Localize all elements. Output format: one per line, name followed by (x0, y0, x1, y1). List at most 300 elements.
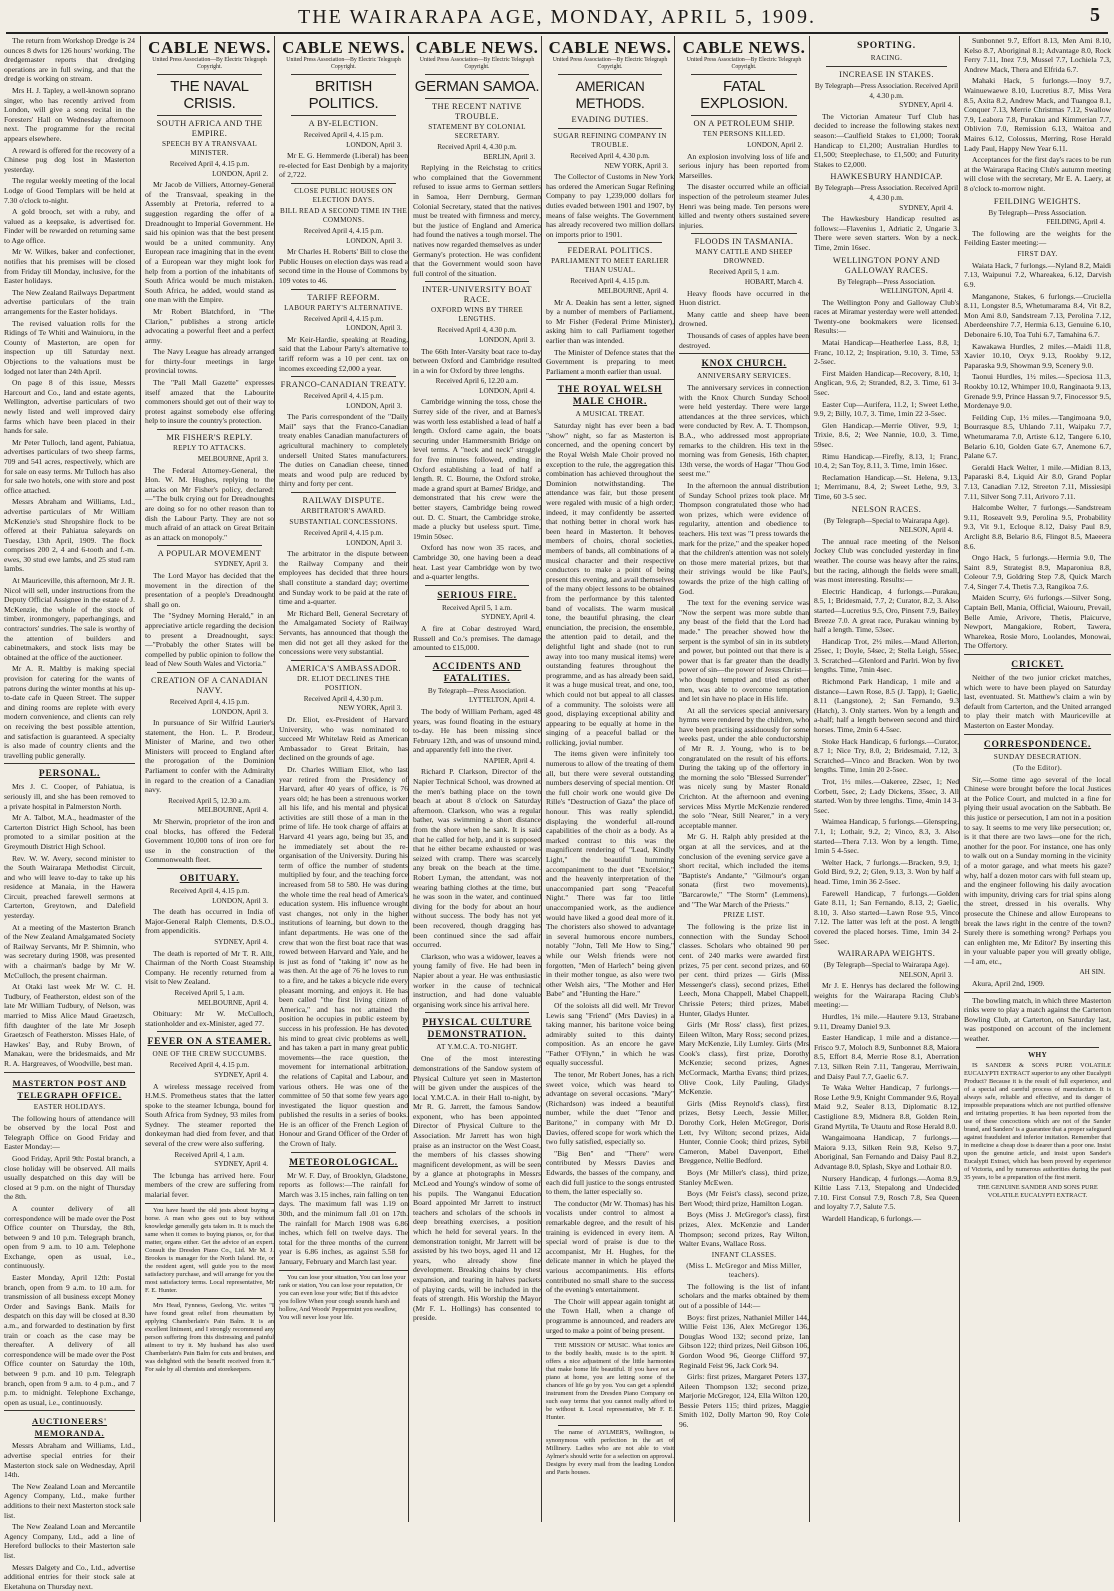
race-weights: Kawakawa Hurdles, 2 miles.—Maidi 11.8, Xavier 10.10, Oryx 9.13, Rookby 9.12, Paparaska 9.9, Showman 9.9, Scenery 9.0. (964, 342, 1111, 371)
cable-news-heading: CABLE NEWS. (145, 38, 274, 57)
news-para: The bowling match, in which three Masterton rinks were to play a match against the Carterton Bowling Club, at Carterton, on Saturday last, was postponed on account of the inclement weather. (964, 996, 1111, 1044)
race-result: Stoke Hack Handicap, 6 furlongs.—Curator, 8.7 1; Nice Try, 8.0, 2; Bridesmaid, 7.12, 3. Scratched—Vinco and Bracken. Won by two lengths. Time, 1min 20 2-5sec. (814, 737, 959, 775)
divider (425, 74, 529, 75)
race-weights: Manganone, Stakes, 6 furlongs.—Cruciella 8.11, Longster 8.5, Whetumarama 8.4, Vit 8.2, Mon Ami 8.0, Sandstream 7.13, Perolina 7.12, Aberdeenshire 7.7, Hermia 6.13, Genuine 6.10, Debonaire 6.10, Toa Tuhi 6.7, Tamahina 6.7. (964, 292, 1111, 340)
dateline: NEW YORK, April 3. (279, 704, 402, 714)
divider (546, 1338, 674, 1339)
news-para: Easter Monday, April 12th: Postal branch, open from 9 a.m. to 10 a.m. for transmission of all business except Money Order and Savings Bank. Mails for despatch on this day will be closed at 8.30 a.m., and forwarded to destination by first train or coach as the case may be thereafter. A delivery of all correspondence will be made over the Post Office counter on Saturday the 10th, between 9 p.m. and 10 p.m. Telegraph branch, open from 9 a.m. to 4 p.m., and 7 p.m. to midnight. Telephone Exchange, open as usual, i.e., continuously. (4, 1273, 135, 1407)
dateline: MELBOURNE, April 4. (145, 999, 268, 1009)
dateline: SYDNEY, April 4. (814, 204, 953, 214)
divider (157, 1298, 262, 1299)
subheading: LABOUR PARTY'S ALTERNATIVE. (279, 304, 408, 313)
divider (425, 585, 529, 586)
race-weights: Easter Handicap, 1 mile and a distance.—Frisco 9.7, Moloch 8.9, Sunbonnet 8.8, Maiora 8.5, Effort 8.4, Merrie Rose 8.1, Aberration 7.13, Silken Rein 7.11, Tangerau, Merriwain, and Daisy Paul 7.7, Gaelic 6.7. (814, 1033, 959, 1081)
received-line: By Telegraph—Press Association. Received April 4, 4.30 p.m. (814, 82, 959, 101)
section-heading-post-office: MASTERTON POST AND TELEGRAPH OFFICE. (4, 1077, 135, 1101)
received-line: By Telegraph—Press Association. (814, 278, 959, 288)
divider (691, 233, 797, 234)
news-para: The following is the prize list in connection with the Sunday School classes. Scholars who obtained 90 per cent. of 240 marks were awarded first prizes, 75 per cent. second prizes, and 60 per cent. third prizes — Girls (Miss Messenger's class), second prizes, Ethel Leech, Mona Chappell, Mabel Chappell, Chrissie Peters; third prizes, Mabel Hunter, Gladys Hunter. (679, 922, 809, 1018)
received-line: (By Telegraph—Special to Wairarapa Age). (814, 961, 959, 971)
subheading: AT Y.M.C.A. TO-NIGHT. (413, 1043, 541, 1052)
divider (558, 74, 662, 75)
news-para: Mrs J. C. Cooper, of Pahiatua, is seriously ill, and she has been removed to a private hospital in Palmerston North. (4, 782, 135, 811)
race-result: Reclamation Handicap.—St. Helena, 9.13, 1; Merrimanu, 8.4, 2; Sweet Lethe, 9.9, 3. Time, 60 3-5 sec. (814, 473, 959, 502)
news-para: The return from Workshop Dredge is 24 ounces 8 dwts for 126 hours' working. The dredgemaster reports that dredging operations are in full swing, and that the dredge is working on stream. (4, 36, 135, 84)
dateline: MELBOURNE, April 3. (145, 455, 268, 465)
news-para: Boys (Mr Feist's class), second prize, Bert Wood; third prize, Hamilton Logan. (679, 1189, 809, 1208)
news-para: The Lord Mayor has decided that the movement in the direction of the presentation of a people's Dreadnought shall go on. (145, 571, 274, 609)
dateline: BERLIN, April 3. (413, 153, 535, 163)
dateline: FEILDING, April 4. (964, 218, 1105, 228)
section-heading-accidents: ACCIDENTS AND FATALITIES. (413, 661, 541, 685)
section-heading-knox-church: KNOX CHURCH. (679, 358, 809, 370)
dateline: SYDNEY, April 4. (145, 938, 268, 948)
race-result: Matai Handicap—Heatherlee Lass, 8.8, 1; Franc, 10.12, 2; Inspiration, 9.10, 3. Time, 53 2-5sec. (814, 338, 959, 367)
dateline: SYDNEY, April 4. (145, 1160, 268, 1170)
masthead (0, 0, 1114, 34)
received-line: Received April 4, 4.15 p.m. (546, 277, 674, 287)
news-para: The Hawkesbury Handicap resulted as follows:—Flavenius 1, Adriatic 2, Ungarie 3. There were seven starters. Won by a neck. Time, 2min 16sec. (814, 214, 959, 252)
race-result: Farewell Handicap, 7 furlongs.—Golden Gate 8.11, 1; San Fernando, 8.13, 2; Gaelic, 8.10, 3. Also started—Lawn Rose 9.5, Vinco 7.12. The latter was left at the post. A length covered the placed horses. Time, 1min 34 2-5sec. (814, 889, 959, 947)
received-line: Received April 4, 4.15 p.m. (145, 698, 274, 708)
letter-date: Akura, April 2nd, 1909. (964, 979, 1111, 989)
news-para: Messrs Abraham and Williams, Ltd., advertise special entries for their Masterton stock sale on Wednesday, April 14th. (4, 1441, 135, 1479)
section-heading-welsh-choir: THE ROYAL WELSH MALE CHOIR. (546, 384, 674, 408)
divider (157, 672, 262, 673)
news-para: The Victorian Amateur Turf Club has decided to increase the following stakes next season:—Caulfield Stakes to £1,000; Toorak Handicap to £1,200; Australian Hurdles to £1,500; Steeplechase, to £1,500; and Futurity Stakes to £2,000. (814, 112, 959, 170)
news-para: The arbitrator in the dispute between the Railway Company and their employees has decided that three hours shall constitute a standard day; overtime and Sunday work to be paid at the rate of time and a-quarter. (279, 549, 408, 607)
divider (425, 1012, 529, 1013)
news-para: In the afternoon the annual distribution of Sunday School prizes took place. Mr Thompson congratulated those who had won prizes, which were evidence of regularity, attention and obedience to teachers. His text was "I press towards the mark for the prize," and the speaker hoped that the children's attention was not solely on those mere material prizes, but that their strivings would be like Paul's, towards the prize of the high calling of God. (679, 481, 809, 596)
dateline: SYDNEY, April 4. (145, 1071, 268, 1081)
column-american-methods (541, 36, 674, 1522)
advertisement-pain-balm: Mrs Head, Fynness, Geelong, Vic. writes "I have found great relief from rheumatism by applying Chamberlain's Pain Balm. It is an excellent liniment, and I strongly recommend any person suffering from this distressing and painful ailment to try it. My husband has also used Chamberlain's Pain Balm for cuts and bruises, and was delighted with the benefit received from it." For sale by all chemists and storekeepers. (145, 1302, 274, 1374)
race-result: Electric Handicap, 4 furlongs.—Purakau, 8.5, 1; Bridesmaid, 7.7, 2; Curator, 8.2, 3. Also started—Lucretius 9.5, Oro, Pinsent 7.9, Bailey Breeze 7.0. A great race, Purakau winning by half a length. Time, 53sec. (814, 587, 959, 635)
news-para: The Navy League has already arranged for thirty-four meetings in large provincial towns. (145, 347, 274, 376)
news-para: The text for the evening service was "Now the serpent was more subtle than any beast of the field that the Lord had made." The preacher showed how the serpent is the symbol of sin in its subtlety and power, but pointed out that there is a power that is far greater than the deadly power of sin—the power of Jesus Christ—who though tempted and tried as other men, was able to overcome temptation and let sin have no place in His life. (679, 598, 809, 704)
news-para: An explosion involving loss of life and serious injury has been reported from Marseilles. (679, 152, 809, 181)
column-local-news (4, 36, 135, 1522)
received-line: Received April 4, 4.15 p.m. (145, 160, 274, 170)
section-heading-fire: SERIOUS FIRE. (413, 590, 541, 602)
dateline: SYDNEY, April 4. (413, 613, 535, 623)
subheading: INCREASE IN STAKES. (814, 70, 959, 80)
press-association-line: United Press Association—By Electric Telegraph Copyright. (279, 57, 408, 71)
section-heading-physical-culture: PHYSICAL CULTURE DEMONSTRATION. (413, 1017, 541, 1041)
news-para: Heavy floods have occurred in the Huon district. (679, 289, 809, 308)
race-result: Easter Cup—Aurifera, 11.2, 1; Sweet Lethe, 9.9, 2; Billy, 10.7, 3. Time, 1min 22 3-5sec. (814, 400, 959, 419)
subheading: EASTER HOLIDAYS. (4, 1103, 135, 1112)
cable-news-heading: CABLE NEWS. (413, 38, 541, 57)
news-para: At Mauriceville, this afternoon, Mr J. R. Nicol will sell, under instructions from the Deputy Official Assignee in the estate of J. McKenzie, the whole of the stock of timber, ironmongery, paperhangings, and contractors' sundries. The sale is worthy of the attention of builders and cabinetmakers, and stock lists may be obtained at the office of the auctioneer. (4, 576, 135, 662)
dateline: LONDON, April 3. (279, 237, 402, 247)
column-naval-crisis (140, 36, 274, 1522)
headline: BRITISH POLITICS. (279, 78, 408, 112)
subheading: RACING. (814, 54, 959, 63)
advertisement-eucalypti-tail: THE GENUINE SANDER AND SONS PURE VOLATILE EUCALYPTI EXTRACT. (964, 1184, 1111, 1200)
divider (291, 376, 396, 377)
received-line: Received April 4, 4.30 p.m. (546, 152, 674, 162)
divider (4, 1072, 135, 1073)
dateline: NELSON, April 4. (814, 526, 953, 536)
news-para: Good Friday, April 9th: Postal branch, a close holiday will be observed. All mails usually despatched on this day will be closed at 9 p.m. on the night of Thursday the 8th. (4, 1154, 135, 1202)
received-line: By Telegraph—Press Association. Received April 4, 4.30 p.m. (814, 184, 959, 203)
divider (558, 1425, 662, 1426)
received-line: Received April 6, 12.20 a.m. (413, 377, 541, 387)
divider (826, 66, 947, 67)
race-weights: Hurdles, 1¾ mile.—Hautere 9.13, Strabane 9.11, Dreamy Daniel 9.3. (814, 1012, 959, 1031)
cable-news-heading: CABLE NEWS. (546, 38, 674, 57)
subheading: OXFORD WINS BY THREE LENGTHS. (413, 306, 541, 324)
subheading: PRIZE LIST. (679, 911, 809, 920)
dateline: HOBART, March 4. (679, 278, 803, 288)
column-fatal-explosion (674, 36, 809, 1522)
news-para: At a meeting of the Masterton Branch of the New Zealand Amalgamated Society of Railway Servants, Mr P. Shimnin, who was secretary during 1908, was presented with a chairman's badge by Mr W. McCulloch, the present chairman. (4, 923, 135, 981)
subheading: A POPULAR MOVEMENT (145, 549, 274, 559)
race-result: Rimu Handicap.—Firefly, 8.13, 1; Franc, 10.4, 2; San Toy, 8.11, 3. Time, 1min 16sec. (814, 452, 959, 471)
received-line: Received April 5, 12.30 a.m. (145, 797, 274, 807)
divider (558, 128, 662, 129)
news-para: The Wellington Pony and Galloway Club's races at Miramar yesterday were well attended. Twenty-one bookmakers were licensed. Results:— (814, 298, 959, 336)
race-weights: Nursery Handicap, 4 furlongs.—Aoma 8.9, Kiltie Lass 7.13, Stepalong and Undecided 7.10. First Consul 7.9, Rosch 7.8, Sea Queen and loyalty 7.7, Salute 7.5. (814, 1174, 959, 1212)
news-para: Dr. Eliot, ex-President of Harvard University, who was nominated to succeed Mr Whitelaw Reid as American Ambassador to Great Britain, has declined on the grounds of age. (279, 715, 408, 763)
news-para: The Icbunga has arrived here. Four members of the crew are suffering from malarial fever. (145, 1171, 274, 1200)
news-para: The disaster occurred while an official inspection of the petroleum steamer Jules Henri was being made. Ten persons were killed and twenty others sustained severe injuries. (679, 182, 809, 230)
press-association-line: United Press Association—By Electric Telegraph Copyright. (145, 57, 274, 71)
news-para: Mr A. R. Maltby is making special provision for catering for the wants of patrons during the winter months at his up-to-date cafe in Queen Street. The supper and dining rooms are replete with every modern convenience, and clients can rely on receiving the best possible attention, and satisfaction is guaranteed. A specialty is also made of country clients and the travelling public generally. (4, 664, 135, 760)
received-line: Received April 4, 4.15 p.m. (279, 315, 408, 325)
race-weights: Mahaki Hack, 5 furlongs.—Inoy 9.7, Wainuewaewe 8.10, Lucretius 8.7, Miss Vera 8.5, Axita 8.2, Andrew Mack, and Tuangoa 8.1, Conquer 7.13, Merrie Christmas 7.12, Swallow 7.9, Leabora 7.8, Purakau and Kimmerian 7.7, Oblivion 7.0, Remission 6.13, Waitoa and Maires 6.12, Colossus, Merring, Rose Herald Lady Paul, Happy New Year 6.11. (964, 76, 1111, 153)
subheading: ON A PETROLEUM SHIP. (679, 119, 809, 129)
news-para: Oxford has now won 35 races, and Cambridge 30, one having been a dead heat. Last year Cambridge won by two and a-quarter lengths. (413, 543, 541, 581)
received-line: Received April 4, 4.15 p.m. (279, 392, 408, 402)
dateline: LONDON, April 3. (413, 336, 535, 346)
subheading: MR FISHER'S REPLY. (145, 433, 274, 443)
news-para: The body of William Perham, aged 48 years, was found floating in the estuary to-day. He has been missing since February 12th, and was of unsound mind, and apparently fell into the river. (413, 707, 541, 755)
subheading: FEILDING WEIGHTS. (964, 197, 1111, 207)
received-line: Received April 4, 4.15 p.m. (279, 529, 408, 539)
news-para: The New Zealand Loan and Mercantile Agency Company, Ltd., make further additions to their next Masterton stock sale list. (4, 1482, 135, 1520)
divider (4, 1410, 135, 1411)
section-heading-personal: PERSONAL. (4, 768, 135, 780)
news-para: The Minister of Defence states that the Government is preparing to meet Parliament a month earlier than usual. (546, 348, 674, 377)
dateline: LYTTELTON, April 4. (413, 696, 535, 706)
news-para: Mr W. F. Day, of Brooklyn, Gladstone, reports as follows:—The rainfall for March was 3.15 inches, rain falling on ten days. The maximum fall was 1.19 on 30th, and the minimum fall .01 on 17th. The rainfall for March 1908 was 6.86 inches, which fell on twelve days. The total for the three months of the current year is 6.86 inches, as against 5.58 for January, February and March last year. (279, 1171, 408, 1267)
news-para: Messrs Abraham and Williams, Ltd., advertise particulars of Mr William McKenzie's stud Shropshire flock to be offered at their Pahiatua saleyards on Tuesday, 13th April, 1909. The flock comprises 200 2, 4 and 6-tooth and f.-m. ewes, 30 stud ewe lambs, and 25 stud ram lambs. (4, 497, 135, 574)
headline: GERMAN SAMOA. (413, 78, 541, 95)
news-para: A wireless message received from H.M.S. Prometheus states that the latter spoke to the steamer Icbunga, bound for South Africa from Sydney, 93 miles from Sydney. The steamer reported the donkeyman had died from fever, and that several of the crew were also suffering. (145, 1082, 274, 1149)
race-weights: Halcombe Welter, 7 furlongs.—Sandstream 9.11, Roseavelt 9.9, Perolina 9.5, Probability 9.3, Vit 9.1, Ecloque 8.12, Daisy Paul 8.9, Arclight 8.8, Belario 8.6, Flingot 8.5, Maeeera 8.6. (964, 503, 1111, 551)
divider (546, 379, 674, 380)
divider (425, 656, 529, 657)
headline: THE NAVAL CRISIS. (145, 78, 274, 112)
divider (425, 98, 529, 99)
news-para: Mr Charles H. Roberts' Bill to close the Public Houses on election days was read a second time in the House of Commons by 109 votes to 46. (279, 247, 408, 285)
subheading: STATEMENT BY COLONIAL SECRETARY. (413, 123, 541, 141)
dateline: LONDON, April 3. (145, 708, 268, 718)
letter-signature: AH SIN. (964, 968, 1105, 978)
subheading: SPEECH BY A TRANSVAAL MINISTER. (145, 140, 274, 158)
news-para: Boys (Mr Miller's class), third prize, Stanley McEwen. (679, 1168, 809, 1187)
news-para: Rev. W. W. Avery, second minister to the South Wairarapa Methodist Circuit, and who will leave to-day to take up his residence at Manaia, in the Hawera Circuit, preached farewell sermons at Carterton, Greytown, and Dalefield yesterday. (4, 854, 135, 921)
letter-body: Sir,—Some time ago several of the local Chinese were brought before the local Justices at the Police Court, and mulcted in a fine for plying their usual avocation on the Sabbath. Be this justice or persecution, I am not in a position to say. It seems to me very like persecution; or, is it that there are two laws—one for the rich, another for the poor. For instance, one has only to walk out on a Sunday morning in the vicinity of a motor garage, and what meets his gaze? why, half a dozen motor cars with full steam up, and the engineer following his daily avocation with impunity, driving cars for trial spins along the street, dressed in his overalls. Why prosecute the Chinese and allow Europeans to break the laws right in the centre of the town? Surely there is something wrong? Perhaps you can enlighten me, Mr Editor? By inserting this in your valuable paper you will greatly oblige,—I am, etc., (964, 775, 1111, 967)
subheading: SOUTH AFRICA AND THE EMPIRE. (145, 119, 274, 139)
subheading: FLOODS IN TASMANIA. (679, 237, 809, 247)
divider (691, 74, 797, 75)
news-para: The following is the list of infant scholars and the marks obtained by them out of a possible of 144:— (679, 1282, 809, 1311)
subheading: ONE OF THE CREW SUCCUMBS. (145, 1050, 274, 1059)
subheading: FIRST DAY. (964, 250, 1111, 259)
race-result: Waimea Handicap, 5 furlongs.—Glenspring, 7.1, 1; Lothair, 9.2, 2; Vinco, 8.3, 3. Also started—Thera 7.13. Won by a length. Time, 1min 5 4-5sec. (814, 817, 959, 855)
subheading: INTER-UNIVERSITY BOAT RACE. (413, 285, 541, 305)
received-line: Received April 4, 4.30 p.m. (279, 695, 408, 705)
column-british-politics (274, 36, 408, 1522)
news-para: Mr Jacob de Villiers, Attorney-General of the Transvaal, speaking in the Assembly at Pretoria, referred to a suggestion regarding the offer of a Dreadnought to Imperial Government. He said his opinion was that the best present would be a united community. Any European race imagining that in the event of a European war they might look for help from a portion of the inhabitants of South Africa would be much mistaken. South Africa, he added, would stand as one man with the Empire. (145, 180, 274, 305)
advertisement-music: THE MISSION OF MUSIC. What tonics are to the bodily health, music is to the spirit. It offers a nice adjustment of the little harmonies that make home life beautiful. If you have not a piano at home, you are letting some of the chances of life go by you. You can get a splendid instrument from the Dresden Piano Company on such easy terms that you cannot really afford to be without it. Local representative, Mr F. E. Hunter. (546, 1342, 674, 1422)
divider (976, 1047, 1099, 1048)
news-para: Mr Richard Bell, General Secretary of the Amalgamated Society of Railway Servants, has announced that though the men did not get all they asked for the concessions were very substantial. (279, 609, 408, 657)
subheading: WELLINGTON PONY AND GALLOWAY RACES. (814, 256, 959, 276)
news-para: The revised valuation rolls for the Ridings of Te Whiti and Wainuioru, in the County of Masterton, are open for inspection up till Saturday next. Objections to the valuations must be lodged not later than 24th April. (4, 319, 135, 377)
advertisement-aylmers: The name of AYLMER'S, Wellington, is synonymous with perfection in the art of Millinery. Ladies who are not able to visit Aylmer's should write for a selection on approval. Designs by every mail from the leading London and Paris houses. (546, 1429, 674, 1477)
news-para: Clarkson, who was a widower, leaves a young family of five. He had been in Napier about a year. He was enthusiastic worker in the cause of technical instruction, and had done valuable organising work since his arrival here. (413, 952, 541, 1010)
section-heading-fever: FEVER ON A STEAMER. (145, 1036, 274, 1048)
news-para: Girls (Mr Ross' class), first prizes, Eileen Wilton, Mary Ross; second prizes, Mary McKenzie, Lily Lumley. Girls (Mrs Cook's class), first prize, Dorothy McKenzie; second prizes, Agnes McCormack, Martha Evans; third prizes, Olive Cook, Lily Pauling, Gladys McKenzie. (679, 1020, 809, 1097)
subheading: SUNDAY DESECRATION. (964, 753, 1111, 762)
news-para: A fire at Cobar destroyed Ward, Russell and Co.'s premises. The damage amounted to £15,000. (413, 624, 541, 653)
subheading: MANY CATTLE AND SHEEP DROWNED. (679, 248, 809, 266)
subheading: ANNIVERSARY SERVICES. (679, 372, 809, 381)
news-para: Of the soloists all did well. Mr Trevor Lewis sang "Friend" (Mrs Davies) in a taking manner, his baritone voice being admirably suited to this dainty composition. As an encore he gave "Father O'Flynn," in which he was equally successful. (546, 1001, 674, 1068)
subheading: CLOSE PUBLIC HOUSES ON ELECTION DAYS. (279, 187, 408, 205)
received-line: Received April 4, 4.15 p.m. (279, 131, 408, 141)
subheading: HAWKESBURY HANDICAP. (814, 172, 959, 182)
news-para: Mr G. H. Ralph ably presided at the organ at all the services, and at the conclusion of the evening service gave a short recital, which included the items "Baptiste's Andante," "Gilmour's organ sonata (first two movements), "Barcarowle," "The Storm" (Lemmens), and "The War March of the Priests." (679, 832, 809, 909)
divider (425, 281, 529, 282)
news-para: The Choir will appear again tonight at the Town Hall, when a change of programme is announced, and readers are urged to make a point of being present. (546, 1297, 674, 1335)
column-sporting (809, 36, 959, 1522)
divider (558, 242, 662, 243)
subheading: TARIFF REFORM. (279, 293, 408, 303)
received-line: Received April 4, 4.15 p.m. (279, 227, 408, 237)
cable-news-heading: CABLE NEWS. (279, 38, 408, 57)
news-para: Mr E. G. Hemmerde (Liberal) has been re-elected for East Denbigh by a majority of 2,722. (279, 151, 408, 180)
race-weights: Taonui Hurdles, 1½ miles.—Speciosa 11.3, Rookby 10.12, Whimper 10.0, Ranginaota 9.13, Grenade 9.9, Prince Hassan 9.7, Finocessor 9.5, Mordenaye 9.0. (964, 372, 1111, 410)
news-para: "Big Ben" and "There" were contributed by Messrs Davies and Edwards, the basses of the company, and each did full justice to the songs entrusted to them, the latter especially so. (546, 1149, 674, 1197)
subheading: BILL READ A SECOND TIME IN THE COMMONS. (279, 207, 408, 225)
section-heading-meteorological: METEOROLOGICAL. (279, 1157, 408, 1169)
news-para: Mr W. Wilkes, baker and confectioner, notifies that his premises will be closed from Friday till Monday, inclusive, for the Easter holidays. (4, 247, 135, 285)
masthead-rule (6, 32, 1108, 34)
news-para: The Federal Attorney-General, the Hon. W. M. Hughes, replying to the attacks on Mr Fisher's policy, declared:—"The bulk crying out for Dreadnoughts are doing so for no other reason than to dish the Labour Party. They are not so much afraid of an attack on Great Britain as an attack on monopoly." (145, 466, 274, 543)
dateline: LONDON, April 3. (279, 141, 402, 151)
news-para: The annual race meeting of the Nelson Jockey Club was concluded yesterday in fine weather. The course was heavy after the rains, but the racing, although the fields were small, was most interesting. Results:— (814, 537, 959, 585)
subheading: INFANT CLASSES. (679, 1251, 809, 1260)
news-para: The anniversary services in connection with the Knox Church Sunday School were held yesterday. There were large attendances at the three services, which were conducted by Rev. A. T. Thompson, B.A., who addressed most appropriate remarks to the children. His text in the morning was from Genesis, 16th chapter, 13th verse, the words of Hagar "Thou God seest me." (679, 383, 809, 479)
news-para: The death is reported of Mr T. R. Allt, Chairman of the North Coast Steamship Company. He recently returned from a visit to New Zealand. (145, 949, 274, 987)
news-para: A counter delivery of all correspondence will be made over the Post Office counter on Thursday, the 8th, between 9 and 10 p.m. Telegraph branch, open from 9 a.m. to 10 a.m. Telephone Exchange, open as usual, i.e., continuously. (4, 1204, 135, 1271)
divider (291, 183, 396, 184)
news-para: Boys: first prizes, Nathaniel Miller 144, Willie Feist 136, Alex McGregor 136, Douglas Wood 132; second prize, Ian Gibson 122; third prizes, Neil Gibson 106, Gordon Wood 96, George Clifford 97, Reginald Feist 96, Jack Cork 94. (679, 1313, 809, 1371)
press-association-line: United Press Association—By Electric Telegraph Copyright. (546, 57, 674, 71)
received-line: (By Telegraph—Special to Wairarapa Age). (814, 517, 959, 527)
advert-heading: WHY (964, 1051, 1111, 1060)
dateline: LONDON, April 3. (279, 539, 402, 549)
dateline: LONDON, April 2. (679, 141, 803, 151)
divider (157, 74, 262, 75)
news-para: Saturday night has ever been a bad "show" night, so far as Masterton is concerned, and the opening concert by the Royal Welsh Male Choir proved no exception to the rule, the aggregation this combination has achieved throughout the Dominion notwithstanding. The attendance was fair, but those present were regaled with music of a high order; indeed, it may confidently be asserted that nothing better in choral work has been heard in Masterton. It behoves members of choirs, choral societies, members of bands, all combinations of a musical character and their respective conductors to make a point of being present this evening, and avail themselves of the many object lessons to be obtained from the performance by this talented band of vocalists. The warm musical tone, the beautiful phrasing, the clear enunciation, the precision, the ensemble, the attention paid to detail, and the delightful light and shade (not to run away into too many musical items) were outstanding features throughout the programme, and as has already been said, it was a huge musical treat, and one, too, which could not but appeal to all classes of a community. The soloists were all good, displaying exceptional ability and appearing to be equally at home in the singing of a peaceful ballad or the rollicking, jovial number. (546, 421, 674, 747)
received-line: By Telegraph—Press Association. (964, 209, 1111, 219)
news-para: A gold brooch, set with a ruby, and valued as a keepsake, is advertised for. Finder will be rewarded on returning same to Age office. (4, 207, 135, 245)
columns (4, 36, 1110, 1522)
news-para: Replying in the Reichstag to critics who complained that the Government refused to issue arms to German settlers in Samoa, Herr Dernburg, German Colonial Secretary, stated that the natives must be treated with firmness and mercy, but the justice of England and America had found the natives a tough morsel. The natives now regarded themselves as under Germany's protection. He was confident that the Government would soon have full control of the situation. (413, 163, 541, 278)
news-para: The following hours of attendance will be observed by the local Post and Telegraph Office on Good Friday and Easter Monday:— (4, 1114, 135, 1152)
divider (691, 115, 797, 116)
race-weights: Feilding Cup, 1½ miles.—Tangimoana 9.0, Bourrasque 8.5, Uhlando 7.11, Waipaku 7.7, Whetumarama 7.0, Artiste 6.12, Tangere 6.10, Belario 6.10, Golden Gate 6.7, Anemone 6.7, Palane 6.7. (964, 413, 1111, 461)
race-result: Glen Handicap.—Merrie Oliver, 9.9, 1; Trixie, 8.6, 2; Wee Nannie, 10.0, 3. Time, 59sec. (814, 421, 959, 450)
subheading: EVADING DUTIES. (546, 115, 674, 125)
section-heading-obituary: OBITUARY. (145, 873, 274, 885)
cable-news-heading: CABLE NEWS. (679, 38, 809, 57)
news-para: The tenor, Mr Robert Jones, has a rich sweet voice, which was heard to advantage on several occasions. "Mary" (Richardson) was indeed a beautiful number, while the duet "Tenor and Baritone," in company with Mr D. Davies, offered scope for work which the two fully satisfied, especially so. (546, 1070, 674, 1147)
news-para: The conductor (Mr W. Thomas) has his vocalists under control to almost a remarkable degree, and the result of his training is evidenced in every item. A special word of praise is due to the accompanist, Mr H. Hughes, for the delicate manner in which he played the various accompaniments. His efforts contributed no small share to the success of the evening's entertainment. (546, 1199, 674, 1295)
subheading: NELSON RACES. (814, 505, 959, 515)
subheading: A MUSICAL TREAT. (546, 410, 674, 419)
subheading: SUBSTANTIAL CONCESSIONS. (279, 518, 408, 527)
news-para: Mr A. Deakin has sent a letter, signed by a number of members of Parliament, to Mr Fisher (Federal Prime Minister), asking him to call Parliament together earlier than was intended. (546, 298, 674, 346)
news-para: The 66th Inter-Varsity boat race to-day between Oxford and Cambridge resulted in a win for Oxford by three lengths. (413, 347, 541, 376)
news-para: The Collector of Customs in New York has ordered the American Sugar Refining Company to pay 1,239,000 dollars for duties evaded between 1901 and 1907, by means of false weights. The Government has already recovered two million dollars on imports prior to 1901. (546, 172, 674, 239)
subheading: WAIRARAPA WEIGHTS. (814, 949, 959, 959)
divider (279, 1270, 408, 1271)
news-para: Mrs H. J. Tapley, a well-known soprano singer, who has recently arrived from London, will give a song recital in the Foresters' Hall on Wednesday afternoon next. The programme for the recital appears elsewhere. (4, 86, 135, 144)
column-german-samoa (408, 36, 541, 1522)
news-para: At all the services special anniversary hymns were rendered by the children, who have been practising assiduously for some weeks past, under the able conductorship of Mr R. J. Young, who is to be congratulated on the result of his efforts. During the taking up of the offertory in the morning the solo "Blessed Surrender" was nicely sung by Master Ronald Crichton. At the afternoon and evening services Miss Myrtle McKenzie rendered the solo "Near, Still Nearer," in a very acceptable manner. (679, 706, 809, 831)
subheading: ARBITRATOR'S AWARD. (279, 507, 408, 516)
news-para: The "Sydney Morning Herald," in an appreciative article regarding the decision to present a Dreadnought, says:—"Probably the other States will be compelled by public opinion to follow the lead of New South Wales and Victoria." (145, 611, 274, 669)
dateline: SYDNEY, April 4. (814, 101, 953, 111)
news-para: At Otaki last week Mr W. C. H. Tudbury, of Featherston, eldest son of the late Mr William Tudbury, of Nelson, was married to Miss Alice Maud Graetzsch, fifth daughter of the late Mr Joseph Graetzsch of Featherston. Misses Hale, of Hawkes' Bay, and Ruby Brown, of Manakau, were the bridesmaids, and Mr R. A. Hargreaves, of Woodville, best man. (4, 982, 135, 1068)
column-weights-correspondence (959, 36, 1111, 1522)
race-result: First Maiden Handicap—Recovery, 8.10, 1; Anglican, 9.6, 2; Stranded, 8.2, 3. Time, 61 3-5sec. (814, 369, 959, 398)
news-para: Obituary: Mr W. McCulloch, stationholder and ex-Minister, aged 77. (145, 1009, 274, 1028)
divider (964, 734, 1111, 735)
divider (157, 545, 262, 546)
news-para: Mr J. E. Henrys has declared the following weights for the Wairarapa Racing Club's meeting:— (814, 981, 959, 1010)
section-heading-correspondence: CORRESPONDENCE. (964, 739, 1111, 751)
race-weights: Wardell Handicap, 6 furlongs.— (814, 1214, 959, 1224)
divider (291, 74, 396, 75)
divider (964, 654, 1111, 655)
race-weights: Te Waka Welter Handicap, 7 furlongs.—Rose Lethe 9.9, Knight Commander 9.6, Royal Maid 9.2, Sealer 8.13, Diplomatic 8.12, Castiglione 8.9, Midnera 8.8, Golden Rein, Grand Myrtila, Te Utautu and Rose Herald 8.0. (814, 1083, 959, 1131)
news-para: Many cattle and sheep have been drowned. (679, 310, 809, 329)
subheading: AMERICA'S AMBASSADOR. (279, 664, 408, 674)
divider (291, 1152, 396, 1153)
subheading: FRANCO-CANADIAN TREATY. (279, 380, 408, 390)
subheading: (To the Editor). (964, 764, 1111, 773)
news-para: Girls (Miss Reynold's class), first prizes, Betsy Leech, Jessie Miller, Dorothy Cork, Helen McGregor, Doris Lett, Ivy Wilton; second prizes, Aida Hunter, Connie Cook; third prizes, Sybil Cameron, Mabel Davenport, Ethel Breggence, Nellie Bedford. (679, 1099, 809, 1166)
divider (964, 992, 1111, 993)
news-para: The "Pall Mall Gazette" expresses itself amazed that the Labourite commoners should get out of their way to protest against somebody else offering help to insure the country's protection. (145, 378, 274, 426)
news-para: The items given were infinitely too numerous to allow of the treating of them all, but there were several outstanding numbers deserving of special mention. Of the full choir work one would give De Rille's "Destruction of Gaza" the place of honour. This was really splendid, displaying the wonderful all-round capabilities of the choir as a body. As a marked contrast to this was the magnificent rendering of "Lead, Kindly Light," the beautiful humming accompaniment to the duet "Excelsior," and the heavenly interpretation of the unaccompanied part song "Peaceful Night." There was far too little unaccompanied work, as the audience would have liked a good deal more of it. The choristers also showed to advantage in several humorous encore numbers, notably "John, Tell Me How to Sing," while our Welsh friends were not forgotten, "Men of Harlech" being given in their mother tongue, as also were two other Welsh airs, "The Mother and Her Babe" and "Hunting the Hare." (546, 749, 674, 998)
received-line: Received April 5, 1 a.m. (679, 268, 809, 278)
race-result: Trot, 1½ miles.—Oakeree, 22sec, 1; Ned Corbett, 5sec, 2; Lady Dickens, 35sec, 3. All started. Won by three lengths. Time, 4min 14 3-5sec. (814, 777, 959, 815)
divider (291, 660, 396, 661)
news-para: Acceptances for the first day's races to be run at the Wairarapa Racing Club's autumn meeting will close with the secretary, Mr E. A. Laery, at 8 o'clock to-morrow night. (964, 155, 1111, 193)
race-weights: Wangaimoana Handicap, 7 furlongs.—Maiora 9.13, Silken Rein 9.8, Kelso 9.7, Aboriginal, San Fernando and Daisy Paul 8.2, Advantage 8.0, Splash, Skye and Lothair 8.0. (814, 1133, 959, 1171)
press-association-line: United Press Association—By Electric Telegraph Copyright. (413, 57, 541, 71)
dateline: MELBOURNE, April 4. (546, 287, 668, 297)
page-number: 5 (1090, 4, 1100, 27)
race-weights: Waiata Hack, 7 furlongs.—Nyland 8.2, Maidi 7.13, Waipunui 7.2, Whareakea, 6.12, Darvish 6.9. (964, 261, 1111, 290)
dateline: NEW YORK, April 3. (546, 162, 668, 172)
news-para: Dr. Charles William Eliot, who last year retired from the Presidency of Harvard, after 40 years of office, is 76 years old; he has been a strenuous worker all his life, and his mental and physical activities are still those of a man in the prime of life. He took charge of affairs at Harvard 41 years ago, being but 35, and he immediately set about the re-organisation of the University. During his term of office the number of students multiplied by four, and the teaching force increased from 58 to 580. He was during the whole time the real head of America's education system. His influence wrought vast changes, not only in the higher institutions of learning, but down to the infant departments. He was one of the crew that won the first boat race that was rowed between Harvard and Yale, and he is just as fond of "taking it" now as he was then. At the age of 76 he loves to run to a fire, and he takes a bicycle ride every pleasant morning, and enjoys it. He has been called "the first living citizen of America," and has not attained the position he occupies in public esteem by success in his profession. He has devoted his mind to great civic problems as well, and has taken a part in many great public movements—the race question, the movement for international arbitration, the relations of Capital and Labour, and various others. He was one of the committee of 50 that some few years ago investigated the liquor question and published the results in a series of books. He is an officer of the French Legion of Honour and Grand Officer of the Order of the Crown of Italy. (279, 765, 408, 1149)
news-para: Neither of the two junior cricket matches, which were to have been played on Saturday last, eventuated. St. Matthew's claim a win by default from Carterton, and the United arranged to play their match with Mauriceville at Masterton on Easter Monday. (964, 673, 1111, 731)
press-association-line: United Press Association—By Electric Telegraph Copyright. (679, 57, 809, 71)
subheading: PARLIAMENT TO MEET EARLIER THAN USUAL. (546, 257, 674, 275)
race-result: Richmond Park Handicap, 1 mile and a distance—Lawn Rose, 8.5 (J. Tapp), 1; Gaelic, 8.11 (Langstone), 2; San Fernando, 9.3 (Hatch), 3. Only starters. Won by a length and a-half; half a length between second and third horses. Time, 2min 6 4-5sec. (814, 677, 959, 735)
divider (291, 115, 396, 116)
headline: AMERICAN METHODS. (546, 78, 674, 112)
advertisement-piano: You have heard the old jests about buying a horse. A man who goes out to buy without knowledge generally gets taken in. It is much the same when it comes to buying pianos, or, for that matter, organs either. Get the advice of an expert. Consult the Dresden Piano Co., Ltd. Mr M. J. Brookes is manager for the North Island. He, or the resident agent, will guide you to the most satisfactory purchase, and will arrange for you the most satisfactory terms. Local representative, Mr F. E. Hunter. (145, 1207, 274, 1295)
divider (157, 115, 262, 116)
divider (4, 763, 135, 764)
news-para: The death has occurred in India of Major-General Ralph Clements, D.S.O., from appendicitis. (145, 907, 274, 936)
news-para: The regular weekly meeting of the local Lodge of Good Templars will be held at 7.30 o'clock to-night. (4, 176, 135, 205)
newspaper-title: THE WAIRARAPA AGE, MONDAY, APRIL 5, 1909. (0, 6, 1114, 29)
dateline: LONDON, April 4. (413, 387, 535, 397)
subheading: TEN PERSONS KILLED. (679, 130, 809, 139)
received-line: Received April 4, 4.30 p.m. (413, 143, 541, 153)
subheading: SUGAR REFINING COMPANY IN TROUBLE. (546, 132, 674, 150)
subheading: RAILWAY DISPUTE. (279, 496, 408, 506)
dateline: LONDON, April 2. (145, 170, 268, 180)
headline: FATAL EXPLOSION. (679, 78, 809, 112)
section-heading-auctioneers: AUCTIONEERS' MEMORANDA. (4, 1415, 135, 1439)
news-para: The Paris correspondent of the "Daily Mail" says that the Franco-Canadian treaty enables Canadian manufacturers of agricultural machinery to completely undersell United States manufacturers. The duties on Canadian cheese, tinned meats and wood pulp are reduced by thirty and forty per cent. (279, 412, 408, 489)
news-para: The following are the weights for the Feilding Easter meeting:— (964, 229, 1111, 248)
news-para: Richard P. Clarkson, Director of the Napier Technical School, was drowned at the men's bathing place on the town beach at about 8 o'clock on Saturday afternoon. Clarkson, who was a regular bather, was swimming a short distance from the shore when he sank. It is said that he called for help, and it is supposed that he either became exhausted or was seized with cramp. There was scarcely any break on the beach at the time. Robert Lyman, the attendant, was not wearing bathing clothes at the time, but he was soon in the water, and continued diving for the body for about an hour without success. The body has not yet been recovered, though dragging has been continued since the sad affair occurred. (413, 767, 541, 949)
received-line: Received April 5, 1 a.m. (145, 989, 274, 999)
divider (291, 289, 396, 290)
news-para: Mr Robert Blatchford, in "The Clarion," publishes a strong article advocating a powerful fleet and a perfect army. (145, 307, 274, 345)
divider (145, 1203, 274, 1204)
dateline: LONDON, April 3. (145, 897, 268, 907)
news-para: The New Zealand Railways Department advertise particulars of the train arrangements for the Easter holidays. (4, 288, 135, 317)
news-para: The New Zealand Loan and Mercantile Agency Company, Ltd., add a line of Hereford bullocks to their Masterton sale list. (4, 1522, 135, 1560)
news-para: Cambridge winning the toss, chose the Surrey side of the river, and at Barnes's was worth less established a lead of half a length. Oxford came again, the boats securing under Hammersmith Bridge on level terms. A "neck and neck" struggle for five minutes followed, ending in Oxford establishing a lead of half a length. R. C. Bourne, the Oxford stroke, made a grand spurt at Barnes' Bridge, and demonstrated that his crew were the better stayers, Cambridge being rowed out. D. C. Stuart, the Cambridge stroke, made a plucky but useless spurt. Time, 19min 50sec. (413, 397, 541, 541)
news-para: A reward is offered for the recovery of a Chinese pug dog lost in Masterton yesterday. (4, 146, 135, 175)
received-line: Received April 4, 4.30 p.m. (413, 326, 541, 336)
race-result: Welter Hack, 7 furlongs.—Bracken, 9.9, 1; Gold Bird, 9.2, 2; Glen, 9.13, 3. Won by half a head. Time, 1min 36 2-5sec. (814, 858, 959, 887)
divider (679, 353, 809, 354)
race-weights: Geraldi Hack Welter, 1 mile.—Midian 8.13, Paparaski 8.4, Liquid Air 8.0, Grand Poplar 7.13, Canadian 7.12, Streeton 7.11, Missiesipi 7.11, Silver Song 7.11, Arivoro 7.11. (964, 463, 1111, 501)
subheading: A BY-ELECTION. (279, 119, 408, 129)
divider (157, 429, 262, 430)
dateline: NELSON, April 3. (814, 971, 953, 981)
received-line: Received April 4, 4.15 p.m. (145, 1061, 274, 1071)
advertisement-eucalypti: IS SANDER & SONS PURE VOLATILE EUCALYPTI EXTRACT superior to any other Eucalypti Product? Because it is the result of full experience, and of a special and careful process of manufacture. It is always safe, reliable and effective, and its danger of impossible preparations which are not purified offensive and irritating properties. It has been reported from the use of these concoctions which are not of the Sander brand, and Sanders' is a guarantee that a proper safeguard against fraudulent and inferior imitation. Remember that in medicine a cheap dose is dearer than a poor one. Insist upon the genuine article, and insist upon Sander's Eucalypti Extract, which has been proved by experience of Victoria, and by numerous authorities during the past 35 years, to be a preparation of the first merit. (964, 1062, 1111, 1182)
dateline: WELLINGTON, April 4. (814, 287, 953, 297)
subheading: DR. ELIOT DECLINES THE POSITION. (279, 675, 408, 693)
received-line: Received April 4, 4.15 p.m. (145, 887, 274, 897)
news-para: Girls: first prizes, Margaret Peters 137, Aileen Thompson 132; second prize, Marjorie McGregor, 124, Ella Wilton 120, Bessie Peters 115; third prizes, Maggie Smith 102, Dolly Marton 90, Roy Cole 96. (679, 1372, 809, 1430)
dateline: MELBOURNE, April 4. (145, 806, 268, 816)
received-line: Received April 4, 1 a.m. (145, 1151, 274, 1161)
news-para: Mr Sherwin, proprietor of the iron and coal blocks, has offered the Federal Government 10,000 tons of iron ore for use in the construction of the Commonwealth fleet. (145, 817, 274, 865)
dateline: LONDON, April 3. (279, 402, 402, 412)
subheading: CREATION OF A CANADIAN NAVY. (145, 676, 274, 696)
